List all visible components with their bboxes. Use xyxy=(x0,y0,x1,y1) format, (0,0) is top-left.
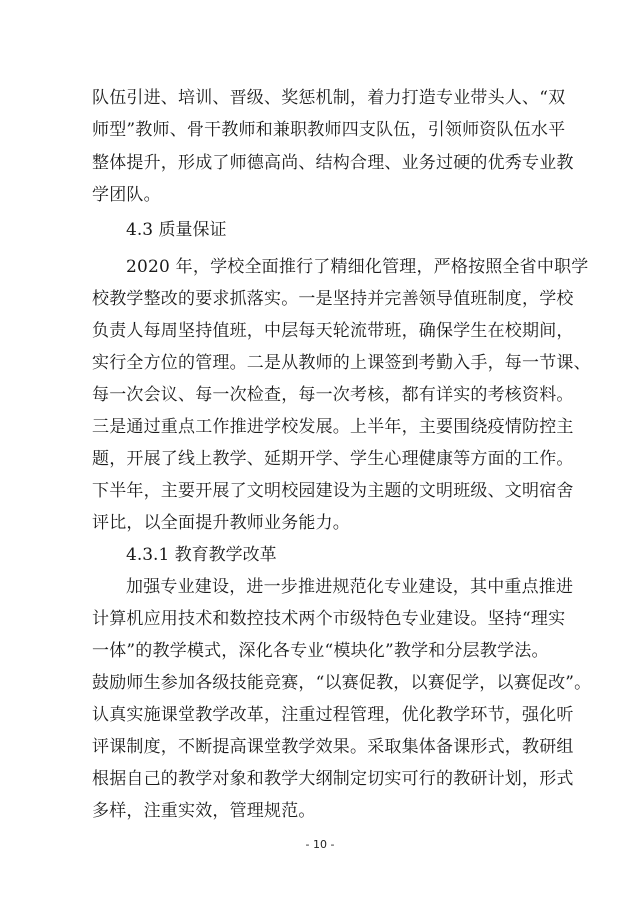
paragraph-line: 整体提升，形成了师德高尚、结构合理、业务过硬的优秀专业教 xyxy=(92,153,574,173)
paragraph-line: 认真实施课堂教学改革，注重过程管理，优化教学环节，强化听 xyxy=(92,705,574,725)
paragraph-line: 题，开展了线上教学、延期开学、学生心理健康等方面的工作。 xyxy=(92,449,574,469)
paragraph-line: 每一次会议、每一次检查，每一次考核，都有详实的考核资料。 xyxy=(92,385,574,405)
paragraph-line: 实行全方位的管理。二是从教师的上课签到考勤入手，每一节课、 xyxy=(92,353,591,373)
paragraph-line: 一体”的教学模式，深化各专业“模块化”教学和分层教学法。 xyxy=(92,641,549,661)
paragraph-line: 三是通过重点工作推进学校发展。上半年，主要围绕疫情防控主 xyxy=(92,417,574,437)
paragraph-line: 2020 年，学校全面推行了精细化管理，严格按照全省中职学 xyxy=(126,257,589,277)
section-heading-teaching-reform: 4.3.1 教育教学改革 xyxy=(126,545,277,565)
paragraph-line: 师型”教师、骨干教师和兼职教师四支队伍，引领师资队伍水平 xyxy=(92,120,566,140)
paragraph-line: 队伍引进、培训、晋级、奖惩机制，着力打造专业带头人、“双 xyxy=(92,88,566,108)
paragraph-line: 学团队。 xyxy=(92,185,161,205)
paragraph-line: 下半年，主要开展了文明校园建设为主题的文明班级、文明宿舍 xyxy=(92,481,574,501)
paragraph-line: 评课制度，不断提高课堂教学效果。采取集体备课形式，教研组 xyxy=(92,737,574,757)
paragraph-line: 负责人每周坚持值班，中层每天轮流带班，确保学生在校期间， xyxy=(92,321,574,341)
paragraph-line: 评比，以全面提升教师业务能力。 xyxy=(92,513,350,533)
paragraph-line: 计算机应用技术和数控技术两个市级特色专业建设。坚持“理实 xyxy=(92,609,566,629)
paragraph-line: 根据自己的教学对象和教学大纲制定切实可行的教研计划，形式 xyxy=(92,769,574,789)
paragraph-line: 校教学整改的要求抓落实。一是坚持并完善领导值班制度，学校 xyxy=(92,289,574,309)
paragraph-line: 多样，注重实效，管理规范。 xyxy=(92,801,316,821)
paragraph-line: 鼓励师生参加各级技能竞赛，“以赛促教，以赛促学，以赛促改”。 xyxy=(92,673,592,693)
paragraph-line: 加强专业建设，进一步推进规范化专业建设，其中重点推进 xyxy=(126,577,574,597)
section-heading-quality-assurance: 4.3 质量保证 xyxy=(126,220,227,240)
page-number: - 10 - xyxy=(305,838,335,851)
